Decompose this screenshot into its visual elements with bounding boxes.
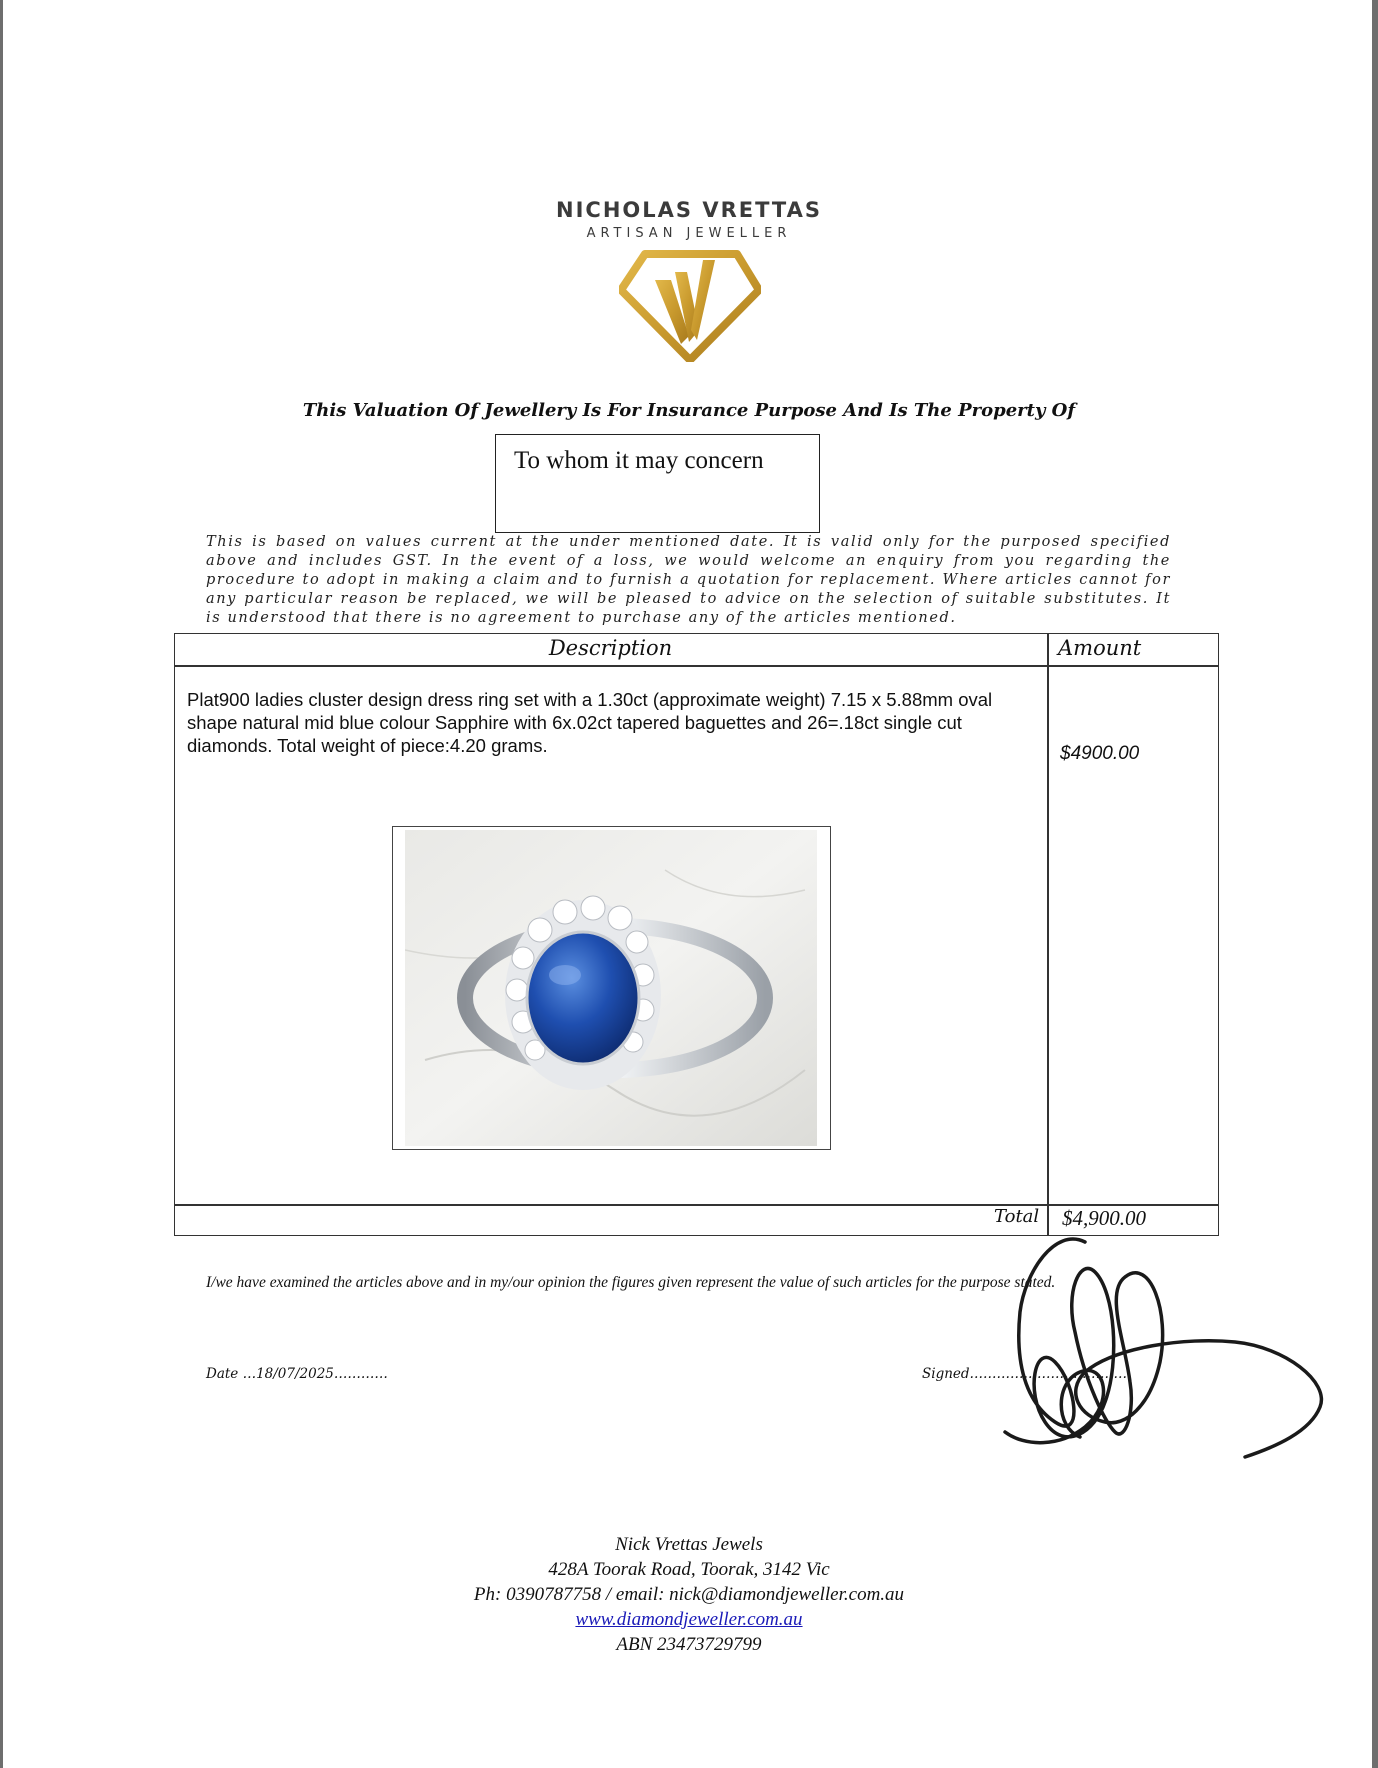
- valuer-statement: I/we have examined the articles above and in my/our opinion the figures given represent the value of such articles for the purpose stated.: [206, 1274, 1056, 1291]
- owner-name: To whom it may concern: [514, 447, 764, 474]
- column-header-amount: Amount: [1058, 636, 1142, 660]
- total-label: Total: [994, 1206, 1040, 1227]
- ring-photo: [405, 830, 817, 1146]
- table-column-divider: [1047, 633, 1049, 1236]
- brand-name: NICHOLAS VRETTAS: [556, 198, 822, 222]
- footer-company: Nick Vrettas Jewels: [615, 1534, 763, 1555]
- diamond-logo-icon: [619, 250, 761, 362]
- brand-subtitle: ARTISAN JEWELLER: [586, 226, 792, 241]
- footer: [0, 1532, 1378, 1657]
- table-header-divider: [174, 665, 1219, 667]
- footer-abn: ABN 23473729799: [616, 1634, 762, 1655]
- valuation-heading: This Valuation Of Jewellery Is For Insurance Purpose And Is The Property Of: [302, 400, 1076, 421]
- ring-photo-frame: [392, 826, 831, 1150]
- owner-box: [495, 434, 820, 533]
- page-edge-right: [1372, 0, 1378, 1768]
- item-amount: $4900.00: [1060, 743, 1140, 764]
- signature-icon: [985, 1232, 1335, 1472]
- footer-address: 428A Toorak Road, Toorak, 3142 Vic: [548, 1559, 830, 1580]
- footer-website-link[interactable]: www.diamondjeweller.com.au: [575, 1609, 803, 1630]
- date-line: Date …18/07/2025…………: [206, 1366, 388, 1382]
- footer-contact: Ph: 0390787758 / email: nick@diamondjeweller.com.au: [473, 1584, 905, 1605]
- item-description: Plat900 ladies cluster design dress ring set with a 1.30ct (approximate weight) 7.15 x 5.88mm oval shape natural mid blue colour Sapphire with 6x.02ct tapered baguettes and 26=.18ct single cut diamonds. Total weight of piece:4.20 grams.: [187, 689, 993, 756]
- total-value: $4,900.00: [1062, 1206, 1146, 1230]
- intro-paragraph: This is based on values current at the under mentioned date. It is valid only for the purposed specified above and includes GST. In the event of a loss, we would welcome an enquiry from you regarding the procedure to adopt in making a claim and to furnish a quotation for replacement. Where articles cannot for any particular reason be replaced, we will be pleased to advice on the selection of suitable substitutes. It is understood that there is no agreement to purchase any of the articles mentioned.: [206, 534, 1171, 626]
- signed-line: Signed………………………………: [922, 1366, 1132, 1382]
- column-header-description: Description: [548, 636, 673, 660]
- page-edge-left: [0, 0, 3, 1768]
